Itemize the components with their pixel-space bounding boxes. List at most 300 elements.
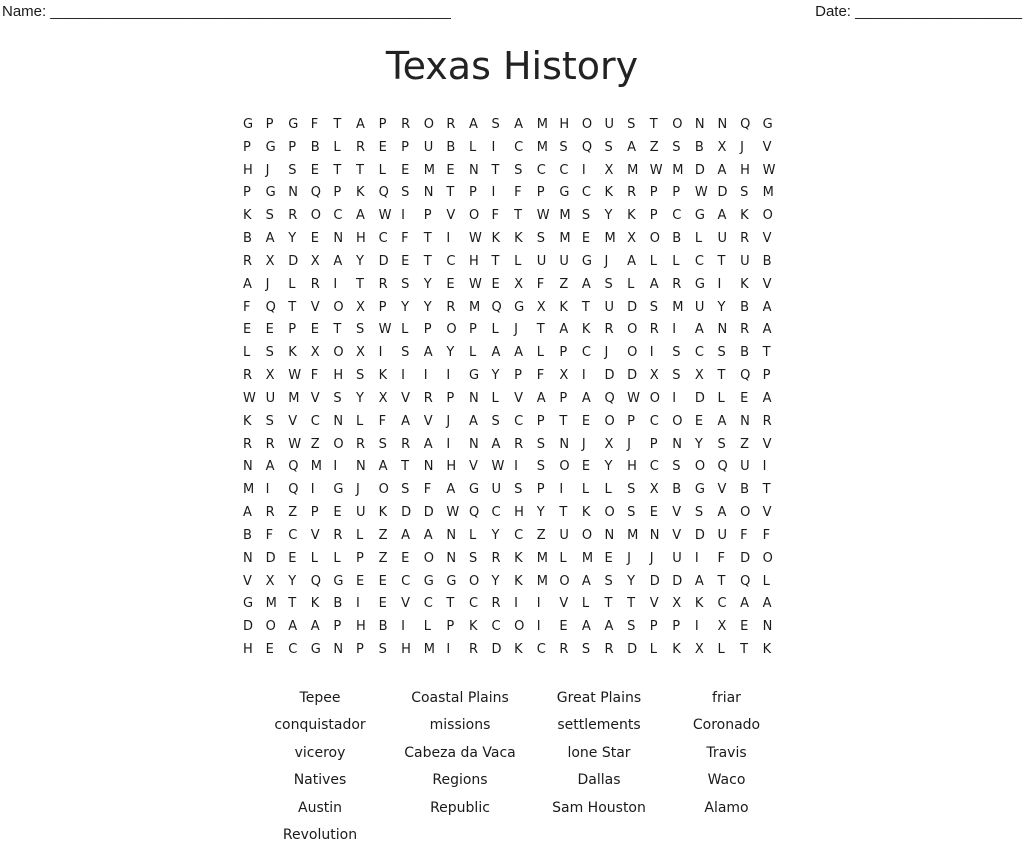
grid-letter: I	[581, 162, 586, 178]
grid-letter: F	[762, 527, 771, 543]
grid-letter: T	[559, 413, 568, 429]
grid-letter: M	[672, 299, 684, 315]
grid-letter: C	[581, 345, 591, 361]
grid-letter: B	[333, 596, 343, 612]
grid-letter: U	[423, 139, 434, 155]
grid-letter: R	[446, 117, 456, 132]
grid-letter: S	[333, 390, 342, 406]
grid-letter: I	[423, 368, 428, 384]
grid-letter: Y	[288, 231, 297, 247]
grid-letter: R	[491, 550, 501, 566]
grid-letter: G	[265, 185, 276, 201]
grid-letter: K	[378, 505, 388, 521]
grid-letter: T	[717, 253, 726, 269]
grid-letter: M	[423, 162, 435, 178]
grid-letter: K	[514, 642, 523, 658]
grid-letter: I	[378, 345, 383, 361]
grid-letter: I	[559, 482, 564, 498]
word-list-item: Tepee	[299, 690, 341, 706]
grid-letter: T	[762, 345, 771, 361]
word-list-item: Cabeza da Vaca	[404, 744, 516, 761]
grid-letter: A	[581, 390, 591, 406]
grid-letter: L	[581, 596, 590, 612]
word-list-item: Coastal Plains	[411, 690, 509, 706]
grid-letter: X	[265, 368, 275, 384]
grid-letter: T	[333, 322, 342, 338]
grid-letter: S	[491, 413, 500, 429]
grid-letter: K	[740, 276, 749, 292]
grid-letter: O	[265, 619, 276, 635]
grid-letter: R	[265, 436, 275, 452]
grid-letter: R	[491, 596, 501, 612]
grid-letter: S	[672, 459, 681, 475]
grid-letter: S	[514, 162, 523, 178]
grid-letter: M	[672, 162, 684, 178]
grid-letter: W	[762, 162, 776, 178]
grid-letter: L	[333, 139, 341, 155]
grid-letter: O	[762, 550, 773, 566]
word-list-item: lone Star	[567, 744, 631, 761]
grid-letter: R	[243, 436, 253, 452]
grid-letter: K	[514, 231, 523, 247]
grid-letter: E	[378, 596, 387, 612]
grid-letter: T	[423, 231, 432, 247]
grid-letter: S	[491, 117, 500, 132]
grid-letter: S	[378, 436, 387, 452]
grid-letter: X	[604, 436, 614, 452]
grid-letter: S	[378, 642, 387, 658]
grid-letter: S	[536, 459, 545, 475]
grid-letter: E	[333, 505, 342, 521]
grid-letter: F	[310, 368, 319, 384]
grid-letter: V	[468, 459, 478, 475]
grid-letter: R	[243, 253, 253, 269]
grid-letter: V	[401, 390, 411, 406]
grid-letter: N	[333, 413, 344, 429]
grid-letter: P	[243, 185, 251, 201]
grid-letter: U	[717, 231, 727, 247]
grid-letter: C	[491, 505, 501, 521]
grid-letter: A	[468, 413, 478, 429]
grid-letter: C	[514, 413, 524, 429]
grid-letter: D	[423, 505, 434, 521]
grid-letter: I	[536, 596, 541, 612]
grid-letter: P	[446, 619, 455, 635]
grid-letter: S	[649, 299, 658, 315]
grid-letter: I	[717, 276, 722, 292]
grid-letter: C	[468, 596, 479, 612]
grid-letter: E	[355, 573, 365, 589]
grid-letter: G	[581, 253, 592, 269]
grid-letter: Y	[491, 573, 500, 589]
grid-letter: K	[468, 619, 478, 635]
grid-letter: V	[423, 413, 433, 429]
grid-letter: A	[717, 413, 727, 429]
grid-letter: G	[694, 482, 705, 498]
grid-letter: A	[423, 345, 433, 361]
grid-letter: W	[468, 231, 482, 247]
grid-letter: I	[672, 322, 677, 338]
grid-letter: A	[559, 322, 569, 338]
grid-letter: Y	[536, 505, 545, 521]
grid-letter: X	[717, 619, 727, 635]
grid-letter: O	[604, 505, 615, 521]
grid-letter: A	[265, 459, 275, 475]
grid-letter: C	[536, 162, 546, 178]
grid-letter: T	[401, 459, 410, 475]
grid-letter: E	[581, 413, 591, 429]
grid-letter: S	[401, 276, 410, 292]
grid-letter: X	[378, 390, 388, 406]
grid-letter: K	[243, 208, 252, 224]
grid-letter: E	[243, 322, 252, 338]
word-list-item: settlements	[557, 717, 641, 734]
grid-letter: S	[468, 550, 478, 566]
grid-letter: V	[762, 505, 772, 521]
grid-letter: T	[627, 596, 636, 612]
grid-letter: O	[310, 208, 322, 224]
grid-letter: A	[265, 231, 275, 247]
grid-letter: R	[740, 231, 750, 247]
grid-letter: T	[446, 596, 455, 612]
grid-letter: L	[468, 527, 477, 543]
grid-letter: U	[672, 550, 682, 566]
grid-letter: K	[740, 208, 749, 224]
grid-letter: D	[672, 573, 683, 589]
grid-letter: O	[333, 345, 344, 361]
grid-letter: E	[265, 642, 274, 658]
grid-letter: F	[740, 527, 748, 543]
grid-letter: Y	[627, 573, 636, 589]
grid-letter: S	[288, 162, 297, 178]
grid-letter: Y	[604, 459, 613, 475]
grid-letter: S	[627, 117, 636, 132]
grid-letter: O	[762, 208, 773, 224]
grid-letter: G	[243, 596, 254, 612]
grid-letter: K	[310, 596, 320, 612]
grid-letter: L	[581, 482, 590, 498]
grid-letter: J	[265, 162, 270, 178]
grid-letter: F	[514, 185, 522, 201]
grid-letter: C	[694, 345, 704, 361]
grid-letter: T	[333, 162, 342, 178]
grid-letter: E	[378, 573, 387, 589]
grid-letter: K	[491, 231, 501, 247]
grid-letter: I	[446, 436, 451, 452]
grid-letter: Q	[491, 299, 502, 315]
grid-letter: D	[694, 527, 705, 543]
grid-letter: J	[649, 550, 654, 566]
grid-letter: F	[536, 368, 545, 384]
grid-letter: V	[762, 231, 772, 247]
grid-letter: E	[401, 162, 410, 178]
grid-letter: I	[401, 619, 405, 635]
grid-letter: T	[491, 253, 500, 269]
grid-letter: A	[333, 253, 343, 269]
grid-letter: K	[355, 185, 365, 201]
date-line: ____________________	[855, 3, 1022, 20]
grid-letter: L	[536, 345, 544, 361]
grid-letter: U	[740, 459, 750, 475]
grid-letter: X	[355, 345, 365, 361]
grid-letter: T	[514, 208, 523, 224]
grid-letter: S	[627, 619, 636, 635]
grid-letter: S	[627, 505, 636, 521]
grid-letter: L	[717, 390, 725, 406]
grid-letter: G	[265, 139, 276, 155]
grid-letter: U	[355, 505, 366, 521]
grid-letter: N	[446, 550, 457, 566]
grid-letter: M	[604, 231, 616, 247]
grid-letter: W	[243, 390, 256, 406]
grid-letter: S	[401, 345, 410, 361]
grid-letter: J	[514, 322, 518, 338]
word-list-item: Natives	[293, 772, 347, 789]
grid-letter: Q	[740, 368, 751, 384]
grid-letter: N	[559, 436, 570, 452]
grid-letter: S	[672, 139, 681, 155]
grid-letter: A	[378, 459, 388, 475]
grid-letter: S	[401, 482, 410, 498]
grid-letter: R	[333, 527, 343, 543]
name-line: ________________________________________________	[50, 3, 451, 20]
grid-letter: K	[627, 208, 636, 224]
grid-letter: S	[604, 573, 613, 589]
grid-letter: B	[740, 345, 749, 361]
grid-letter: Z	[559, 276, 569, 292]
grid-letter: U	[717, 527, 727, 543]
grid-letter: P	[672, 185, 681, 201]
grid-letter: L	[491, 390, 499, 406]
grid-letter: P	[649, 208, 658, 224]
grid-letter: I	[333, 276, 338, 292]
grid-letter: D	[604, 368, 615, 384]
grid-letter: N	[740, 413, 750, 429]
grid-letter: M	[559, 231, 571, 247]
grid-letter: Y	[491, 527, 500, 543]
grid-letter: K	[378, 368, 388, 384]
grid-letter: E	[310, 322, 319, 338]
grid-letter: V	[310, 299, 320, 315]
grid-letter: F	[243, 299, 251, 315]
grid-letter: B	[672, 482, 682, 498]
grid-letter: I	[446, 368, 451, 384]
grid-letter: N	[717, 117, 728, 132]
grid-letter: C	[559, 162, 569, 178]
grid-letter: S	[581, 642, 591, 658]
grid-letter: N	[355, 459, 366, 475]
word-list-item: viceroy	[294, 744, 346, 761]
grid-letter: A	[423, 527, 433, 543]
grid-letter: L	[310, 550, 319, 566]
grid-letter: T	[649, 117, 658, 132]
grid-letter: K	[514, 573, 523, 589]
grid-letter: M	[468, 299, 481, 315]
grid-letter: A	[288, 619, 298, 635]
grid-letter: T	[581, 299, 590, 315]
grid-letter: T	[762, 482, 771, 498]
grid-letter: O	[740, 505, 751, 521]
grid-letter: T	[491, 162, 500, 178]
grid-letter: L	[333, 550, 341, 566]
grid-letter: A	[468, 117, 478, 132]
grid-letter: G	[446, 573, 457, 589]
grid-letter: B	[672, 231, 682, 247]
grid-letter: P	[310, 505, 319, 521]
grid-letter: C	[288, 642, 298, 658]
grid-letter: N	[694, 117, 705, 132]
grid-letter: O	[333, 436, 344, 452]
grid-letter: A	[310, 619, 320, 635]
grid-letter: L	[468, 139, 477, 155]
grid-letter: S	[694, 505, 704, 521]
grid-letter: X	[310, 345, 320, 361]
grid-letter: E	[740, 390, 749, 406]
grid-letter: L	[559, 550, 567, 566]
grid-letter: L	[378, 162, 386, 178]
grid-letter: G	[333, 482, 344, 498]
grid-letter: Z	[649, 139, 659, 155]
grid-letter: D	[694, 162, 705, 178]
grid-letter: S	[717, 345, 726, 361]
grid-letter: P	[378, 299, 387, 315]
grid-letter: P	[468, 322, 477, 338]
grid-letter: E	[581, 459, 591, 475]
grid-letter: I	[536, 619, 541, 635]
grid-letter: P	[288, 139, 297, 155]
grid-letter: S	[355, 368, 365, 384]
grid-letter: T	[333, 117, 342, 132]
grid-letter: J	[604, 345, 609, 361]
grid-letter: Q	[378, 185, 389, 201]
grid-letter: D	[649, 573, 660, 589]
grid-letter: Z	[740, 436, 749, 452]
grid-letter: O	[649, 390, 660, 406]
word-list-item: friar	[712, 690, 741, 706]
grid-letter: R	[355, 436, 366, 452]
grid-letter: K	[694, 596, 704, 612]
grid-letter: M	[536, 139, 548, 155]
grid-letter: E	[581, 231, 591, 247]
grid-letter: H	[333, 368, 344, 384]
grid-letter: N	[243, 550, 253, 566]
grid-letter: R	[265, 505, 275, 521]
grid-letter: R	[446, 299, 456, 315]
grid-letter: Y	[694, 436, 703, 452]
grid-letter: L	[468, 345, 477, 361]
grid-letter: P	[401, 139, 409, 155]
grid-letter: R	[423, 390, 433, 406]
grid-letter: N	[468, 162, 479, 178]
grid-letter: I	[401, 368, 405, 384]
grid-letter: N	[333, 642, 344, 658]
grid-letter: I	[694, 550, 699, 566]
grid-letter: V	[559, 596, 569, 612]
grid-letter: W	[288, 436, 302, 452]
grid-letter: S	[265, 413, 274, 429]
grid-letter: T	[559, 505, 568, 521]
grid-letter: Q	[717, 459, 728, 475]
grid-letter: W	[627, 390, 640, 406]
grid-letter: U	[604, 299, 615, 315]
grid-letter: W	[378, 208, 392, 224]
grid-letter: N	[672, 436, 683, 452]
grid-letter: Y	[717, 299, 726, 315]
grid-letter: O	[604, 413, 615, 429]
grid-letter: D	[401, 505, 412, 521]
grid-letter: P	[243, 139, 251, 155]
word-list-item: conquistador	[274, 717, 366, 734]
grid-letter: O	[333, 299, 344, 315]
grid-letter: E	[401, 253, 410, 269]
grid-letter: P	[536, 482, 545, 498]
grid-letter: V	[514, 390, 524, 406]
grid-letter: I	[491, 139, 496, 155]
grid-letter: M	[559, 208, 571, 224]
grid-letter: L	[355, 527, 364, 543]
grid-letter: C	[333, 208, 343, 224]
grid-letter: S	[627, 482, 636, 498]
grid-letter: N	[446, 527, 457, 543]
grid-letter: I	[694, 619, 699, 635]
grid-letter: I	[581, 368, 586, 384]
grid-letter: O	[514, 619, 525, 635]
grid-letter: O	[627, 345, 638, 361]
grid-letter: P	[649, 619, 658, 635]
grid-letter: F	[536, 276, 545, 292]
grid-letter: R	[649, 322, 659, 338]
grid-letter: D	[717, 185, 728, 201]
grid-letter: C	[378, 231, 388, 247]
grid-letter: V	[446, 208, 456, 224]
grid-letter: L	[762, 573, 770, 589]
grid-letter: B	[243, 527, 252, 543]
letter-grid	[242, 114, 784, 662]
grid-letter: A	[355, 208, 365, 224]
grid-letter: O	[559, 573, 570, 589]
grid-letter: D	[627, 299, 638, 315]
grid-letter: S	[536, 231, 545, 247]
grid-letter: I	[310, 482, 315, 498]
grid-letter: V	[672, 527, 682, 543]
grid-letter: G	[423, 573, 434, 589]
grid-letter: D	[265, 550, 276, 566]
grid-letter: P	[559, 345, 568, 361]
grid-letter: V	[310, 390, 320, 406]
grid-letter: U	[740, 253, 750, 269]
grid-letter: N	[423, 459, 434, 475]
grid-letter: X	[355, 299, 365, 315]
grid-letter: F	[310, 117, 319, 132]
grid-letter: I	[355, 596, 360, 612]
grid-letter: H	[355, 231, 366, 247]
grid-letter: C	[672, 208, 682, 224]
grid-letter: Z	[310, 436, 320, 452]
grid-letter: L	[243, 345, 251, 361]
grid-letter: R	[627, 185, 637, 201]
grid-letter: N	[288, 185, 298, 201]
grid-letter: A	[717, 505, 727, 521]
grid-letter: Y	[288, 573, 297, 589]
grid-letter: A	[355, 117, 365, 132]
grid-letter: B	[740, 299, 749, 315]
grid-letter: A	[401, 527, 411, 543]
grid-letter: C	[581, 185, 591, 201]
grid-letter: E	[604, 550, 613, 566]
grid-letter: A	[694, 573, 704, 589]
grid-letter: L	[355, 413, 364, 429]
grid-letter: T	[717, 573, 726, 589]
